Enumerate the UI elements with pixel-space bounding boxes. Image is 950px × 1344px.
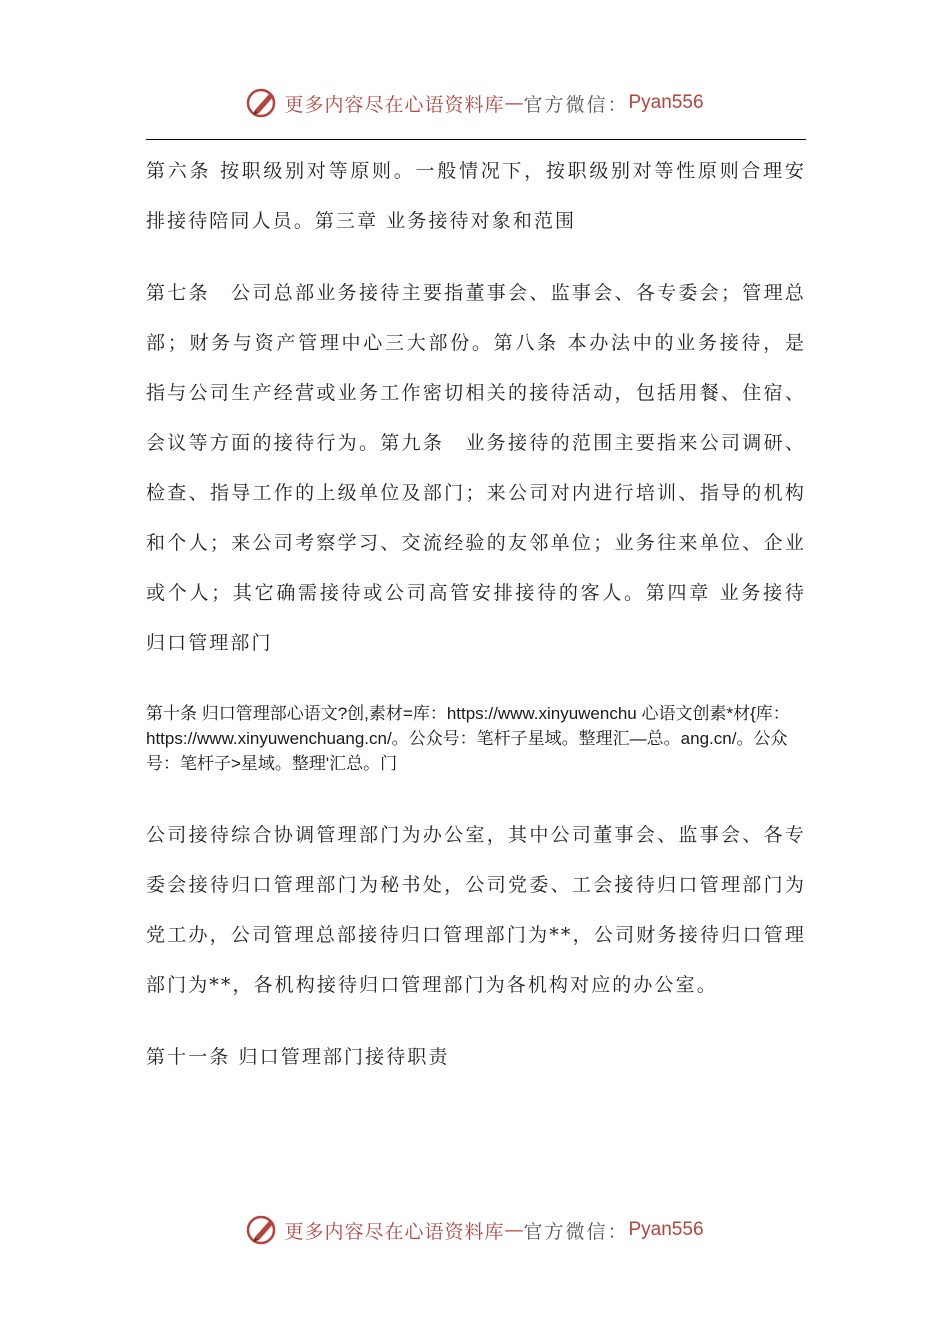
- banner-main-text: 更多内容尽在心语资料库: [284, 93, 505, 116]
- footer-official-text: 官方微信：: [523, 1220, 629, 1243]
- banner-dash: —: [504, 92, 524, 114]
- pen-logo-icon: [246, 86, 280, 120]
- paragraph-reception-departments: 公司接待综合协调管理部门为办公室，其中公司董事会、监事会、各专委会接待归口管理部门为秘书处，公司党委、工会接待归口管理部门为党工办，公司管理总部接待归口管理部门为**，公司财务接待归口管理部门为**，各机构接待归口管理部门为各机构对应的办公室。: [146, 824, 806, 996]
- paragraph-article-11: 第十一条 归口管理部门接待职责: [146, 1046, 450, 1068]
- paragraph-article-6: 第六条 按职级别对等原则。一般情况下，按职级别对等性原则合理安排接待陪同人员。第三章 业务接待对象和范围: [146, 160, 806, 232]
- header-banner: [0, 83, 950, 123]
- banner-official-text: 官方微信：: [523, 93, 629, 116]
- footer-wechat-id: Pyan556: [628, 1219, 704, 1240]
- footer-dash: —: [504, 1219, 524, 1241]
- footer-main-text: 更多内容尽在心语资料库: [284, 1220, 505, 1243]
- footer-banner: [0, 1210, 950, 1250]
- paragraph-article-10: 第十条 归口管理部心语文?创,素材=库：https://www.xinyuwenchu 心语文创素*材{库：https://www.xinyuwenchuang.cn/。公众号：笔杆子星域。整理汇—总。ang.cn/。公众号：笔杆子>星域。整理'汇总。门: [146, 704, 790, 773]
- banner-wechat-id: Pyan556: [628, 92, 704, 113]
- header-divider: [146, 139, 806, 140]
- document-body: [146, 146, 806, 1082]
- pen-logo-icon: [246, 1213, 280, 1247]
- paragraph-article-7-9: 第七条 公司总部业务接待主要指董事会、监事会、各专委会；管理总部；财务与资产管理中心三大部份。第八条 本办法中的业务接待，是指与公司生产经营或业务工作密切相关的接待活动，包括用餐、住宿、会议等方面的接待行为。第九条 业务接待的范围主要指来公司调研、检查、指导工作的上级单位及部门；来公司对内进行培训、指导的机构和个人；来公司考察学习、交流经验的友邻单位；业务往来单位、企业或个人；其它确需接待或公司高管安排接待的客人。第四章 业务接待归口管理部门: [146, 282, 806, 654]
